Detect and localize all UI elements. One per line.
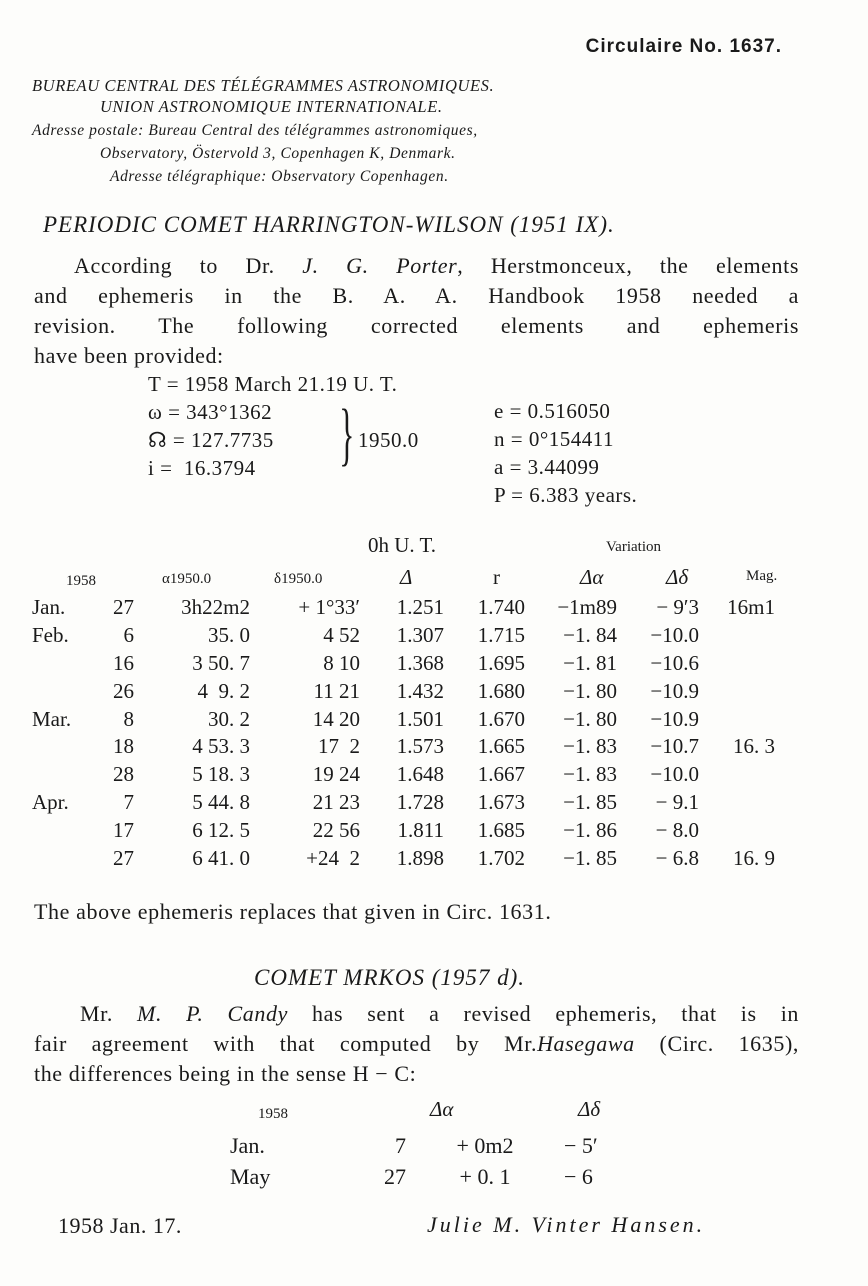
telegraphic-address: Adresse télégraphique: Observatory Copenhagen. bbox=[110, 168, 449, 185]
table-cell: −10.9 bbox=[650, 678, 699, 703]
table-cell: 1.665 bbox=[477, 734, 525, 759]
para-line: and ephemeris in the B. A. A. Handbook 1958 needed a bbox=[34, 283, 799, 308]
table-cell: 3h22m2 bbox=[181, 595, 250, 620]
table-cell: − 6.8 bbox=[655, 845, 699, 870]
table-cell: −10.0 bbox=[650, 762, 699, 787]
table-cell: 1.685 bbox=[477, 817, 525, 842]
table-cell: 1.573 bbox=[396, 734, 444, 759]
table-cell bbox=[32, 816, 92, 844]
table-cell bbox=[32, 733, 92, 761]
element-n: n = 0°154411 bbox=[494, 427, 614, 451]
table-cell: −1. 83 bbox=[563, 762, 617, 787]
element-T: T = 1958 March 21.19 U. T. bbox=[148, 372, 398, 396]
table-row bbox=[32, 594, 775, 622]
table-cell: 35. 0 bbox=[208, 623, 250, 648]
table-cell: 1.432 bbox=[396, 678, 444, 703]
table-row bbox=[230, 1161, 624, 1192]
table-cell: +24 2 bbox=[306, 845, 360, 870]
element-node: ☊ = 127.7735 bbox=[148, 428, 274, 452]
brace-glyph: } bbox=[339, 396, 355, 473]
section-title-harrington-wilson: PERIODIC COMET HARRINGTON-WILSON (1951 IX). bbox=[43, 212, 615, 237]
para-line: have been provided: bbox=[34, 343, 224, 368]
col-ra: α1950.0 bbox=[162, 571, 212, 587]
postal-address: Adresse postale: Bureau Central des télégrammes astronomiques, bbox=[32, 122, 478, 139]
table-cell: 4 9. 2 bbox=[197, 678, 250, 703]
issue-date: 1958 Jan. 17. bbox=[58, 1213, 182, 1238]
diff-col-year: 1958 bbox=[258, 1106, 288, 1122]
table-cell: Jan. bbox=[32, 595, 66, 620]
table-cell: + 0m2 bbox=[456, 1132, 514, 1158]
table-cell: 7 bbox=[123, 789, 134, 814]
table-cell: 16m1 bbox=[727, 595, 775, 620]
table-cell bbox=[32, 761, 92, 789]
table-cell: − 9.1 bbox=[655, 789, 699, 814]
table-cell: −10.9 bbox=[650, 706, 699, 731]
table-row bbox=[32, 622, 775, 650]
table-cell: 19 24 bbox=[312, 762, 360, 787]
table-cell bbox=[32, 844, 92, 872]
table-cell: 27 bbox=[113, 595, 134, 620]
replacement-note bbox=[34, 897, 799, 927]
person-name: J. G. Porter bbox=[302, 253, 458, 278]
table-cell bbox=[699, 761, 775, 789]
table-cell: 14 20 bbox=[312, 706, 360, 731]
table-cell: + 0. 1 bbox=[459, 1163, 511, 1189]
table-cell: − 6 bbox=[564, 1163, 593, 1189]
table-cell bbox=[699, 622, 775, 650]
table-cell: 1.702 bbox=[477, 845, 525, 870]
table-cell: − 9′3 bbox=[656, 595, 699, 620]
table-cell: Feb. bbox=[32, 623, 69, 648]
table-cell: − 5′ bbox=[564, 1132, 598, 1158]
para-line: the differences being in the sense H − C: bbox=[34, 1061, 417, 1086]
table-cell: 27 bbox=[384, 1163, 406, 1189]
para-text: Mr. bbox=[80, 1001, 138, 1026]
table-cell: 6 41. 0 bbox=[192, 845, 250, 870]
col-ddec: Δδ bbox=[666, 565, 689, 589]
element-inclination: i = 16.3794 bbox=[148, 456, 256, 480]
table-cell: 11 21 bbox=[313, 678, 360, 703]
table-cell bbox=[32, 650, 92, 678]
table-row bbox=[32, 677, 775, 705]
para-line: revision. The following corrected elements and ephemeris bbox=[34, 313, 799, 338]
mrkos-paragraph bbox=[34, 999, 799, 1089]
table-row bbox=[32, 844, 775, 872]
table-cell: 1.307 bbox=[396, 623, 444, 648]
table-cell: 4 53. 3 bbox=[192, 734, 250, 759]
col-delta: Δ bbox=[400, 565, 413, 589]
table-cell: May bbox=[230, 1163, 271, 1189]
table-cell: −1. 84 bbox=[563, 623, 617, 648]
col-dec: δ1950.0 bbox=[274, 571, 323, 587]
circular-number: Circulaire No. 1637. bbox=[585, 36, 782, 57]
table-cell: −1. 85 bbox=[563, 845, 617, 870]
table-cell: 30. 2 bbox=[208, 706, 250, 731]
para-text: fair agreement with that computed by Mr. bbox=[34, 1031, 538, 1056]
table-cell: 22 56 bbox=[312, 817, 360, 842]
table-cell: −10.7 bbox=[650, 734, 699, 759]
col-year: 1958 bbox=[66, 573, 96, 589]
para-text: (Circ. 1635), bbox=[634, 1031, 799, 1056]
table-row bbox=[32, 650, 775, 678]
ut-header: 0h U. T. bbox=[368, 533, 437, 557]
section-title-mrkos: COMET MRKOS (1957 d). bbox=[254, 965, 526, 990]
table-cell: −1. 80 bbox=[563, 706, 617, 731]
table-cell: 1.680 bbox=[477, 678, 525, 703]
table-row bbox=[32, 816, 775, 844]
table-row bbox=[230, 1130, 624, 1161]
table-cell: 28 bbox=[113, 762, 134, 787]
table-cell bbox=[32, 677, 92, 705]
table-cell: 26 bbox=[113, 678, 134, 703]
table-cell: 1.715 bbox=[477, 623, 525, 648]
table-cell bbox=[699, 677, 775, 705]
table-cell: −1. 86 bbox=[563, 817, 617, 842]
para-text: has sent a revised ephemeris, that is in bbox=[287, 1001, 800, 1026]
diff-col-ddec: Δδ bbox=[578, 1097, 601, 1121]
person-name: Hasegawa bbox=[537, 1031, 635, 1056]
table-row bbox=[32, 789, 775, 817]
table-cell: 1.251 bbox=[396, 595, 444, 620]
element-omega: ω = 343°1362 bbox=[148, 400, 273, 424]
table-cell: −10.0 bbox=[650, 623, 699, 648]
note-text: The above ephemeris replaces that given in Circ. 1631. bbox=[34, 899, 552, 924]
table-row bbox=[32, 761, 775, 789]
table-cell: 6 bbox=[123, 623, 134, 648]
signature: Julie M. Vinter Hansen. bbox=[427, 1212, 706, 1237]
element-P: P = 6.383 years. bbox=[494, 483, 638, 507]
table-cell: 17 2 bbox=[318, 734, 360, 759]
table-cell: 1.695 bbox=[477, 650, 525, 675]
ephemeris-table bbox=[32, 594, 775, 872]
table-cell: 8 bbox=[123, 706, 134, 731]
bureau-name: BUREAU CENTRAL DES TÉLÉGRAMMES ASTRONOMIQUES. bbox=[32, 76, 495, 95]
para-text: According to Dr. bbox=[74, 253, 303, 278]
table-cell: −1. 81 bbox=[563, 650, 617, 675]
table-cell: −1. 80 bbox=[563, 678, 617, 703]
table-cell: 1.368 bbox=[396, 650, 444, 675]
table-cell bbox=[699, 816, 775, 844]
table-cell: 4 52 bbox=[323, 623, 360, 648]
union-name: UNION ASTRONOMIQUE INTERNATIONALE. bbox=[100, 97, 443, 116]
variation-header: Variation bbox=[606, 539, 661, 555]
table-cell: −1m89 bbox=[557, 595, 617, 620]
table-cell: 6 12. 5 bbox=[192, 817, 250, 842]
table-cell: 1.898 bbox=[396, 845, 444, 870]
table-cell: 1.667 bbox=[477, 762, 525, 787]
table-cell: 8 10 bbox=[323, 650, 360, 675]
table-row bbox=[32, 705, 775, 733]
table-cell bbox=[699, 705, 775, 733]
table-cell: −10.6 bbox=[650, 650, 699, 675]
table-cell: 1.670 bbox=[477, 706, 525, 731]
col-mag: Mag. bbox=[746, 568, 778, 584]
table-cell: 7 bbox=[395, 1132, 406, 1158]
table-cell: Apr. bbox=[32, 789, 69, 814]
table-cell: −1. 83 bbox=[563, 734, 617, 759]
table-cell: 1.811 bbox=[397, 817, 444, 842]
table-cell: 5 44. 8 bbox=[192, 789, 250, 814]
col-dra: Δα bbox=[580, 565, 604, 589]
table-cell: 16. 9 bbox=[733, 845, 775, 870]
differences-table bbox=[230, 1130, 624, 1192]
col-r: r bbox=[493, 565, 500, 589]
equinox: 1950.0 bbox=[358, 428, 419, 452]
table-cell: 3 50. 7 bbox=[192, 650, 250, 675]
table-cell bbox=[699, 650, 775, 678]
table-cell: + 1°33′ bbox=[298, 595, 360, 620]
table-row bbox=[32, 733, 775, 761]
table-cell: 27 bbox=[113, 845, 134, 870]
postal-address-line2: Observatory, Östervold 3, Copenhagen K, Denmark. bbox=[100, 145, 456, 162]
table-cell: 1.648 bbox=[396, 762, 444, 787]
table-cell bbox=[699, 789, 775, 817]
table-cell: 5 18. 3 bbox=[192, 762, 250, 787]
table-cell: 16. 3 bbox=[733, 734, 775, 759]
element-a: a = 3.44099 bbox=[494, 455, 600, 479]
table-cell: 16 bbox=[113, 650, 134, 675]
para-text: , Herstmonceux, the elements bbox=[457, 253, 800, 278]
table-cell: 21 23 bbox=[312, 789, 360, 814]
element-e: e = 0.516050 bbox=[494, 399, 611, 423]
table-cell: 18 bbox=[113, 734, 134, 759]
table-cell: 1.740 bbox=[477, 595, 525, 620]
table-cell: 1.673 bbox=[477, 789, 525, 814]
person-name: M. P. Candy bbox=[137, 1001, 288, 1026]
table-cell: − 8.0 bbox=[655, 817, 699, 842]
table-cell: Jan. bbox=[230, 1132, 265, 1158]
diff-col-dra: Δα bbox=[430, 1097, 454, 1121]
table-cell: −1. 85 bbox=[563, 789, 617, 814]
table-cell: 1.501 bbox=[396, 706, 444, 731]
table-cell: 1.728 bbox=[396, 789, 444, 814]
table-cell: Mar. bbox=[32, 706, 72, 731]
table-cell: 17 bbox=[113, 817, 134, 842]
intro-paragraph bbox=[34, 251, 799, 371]
